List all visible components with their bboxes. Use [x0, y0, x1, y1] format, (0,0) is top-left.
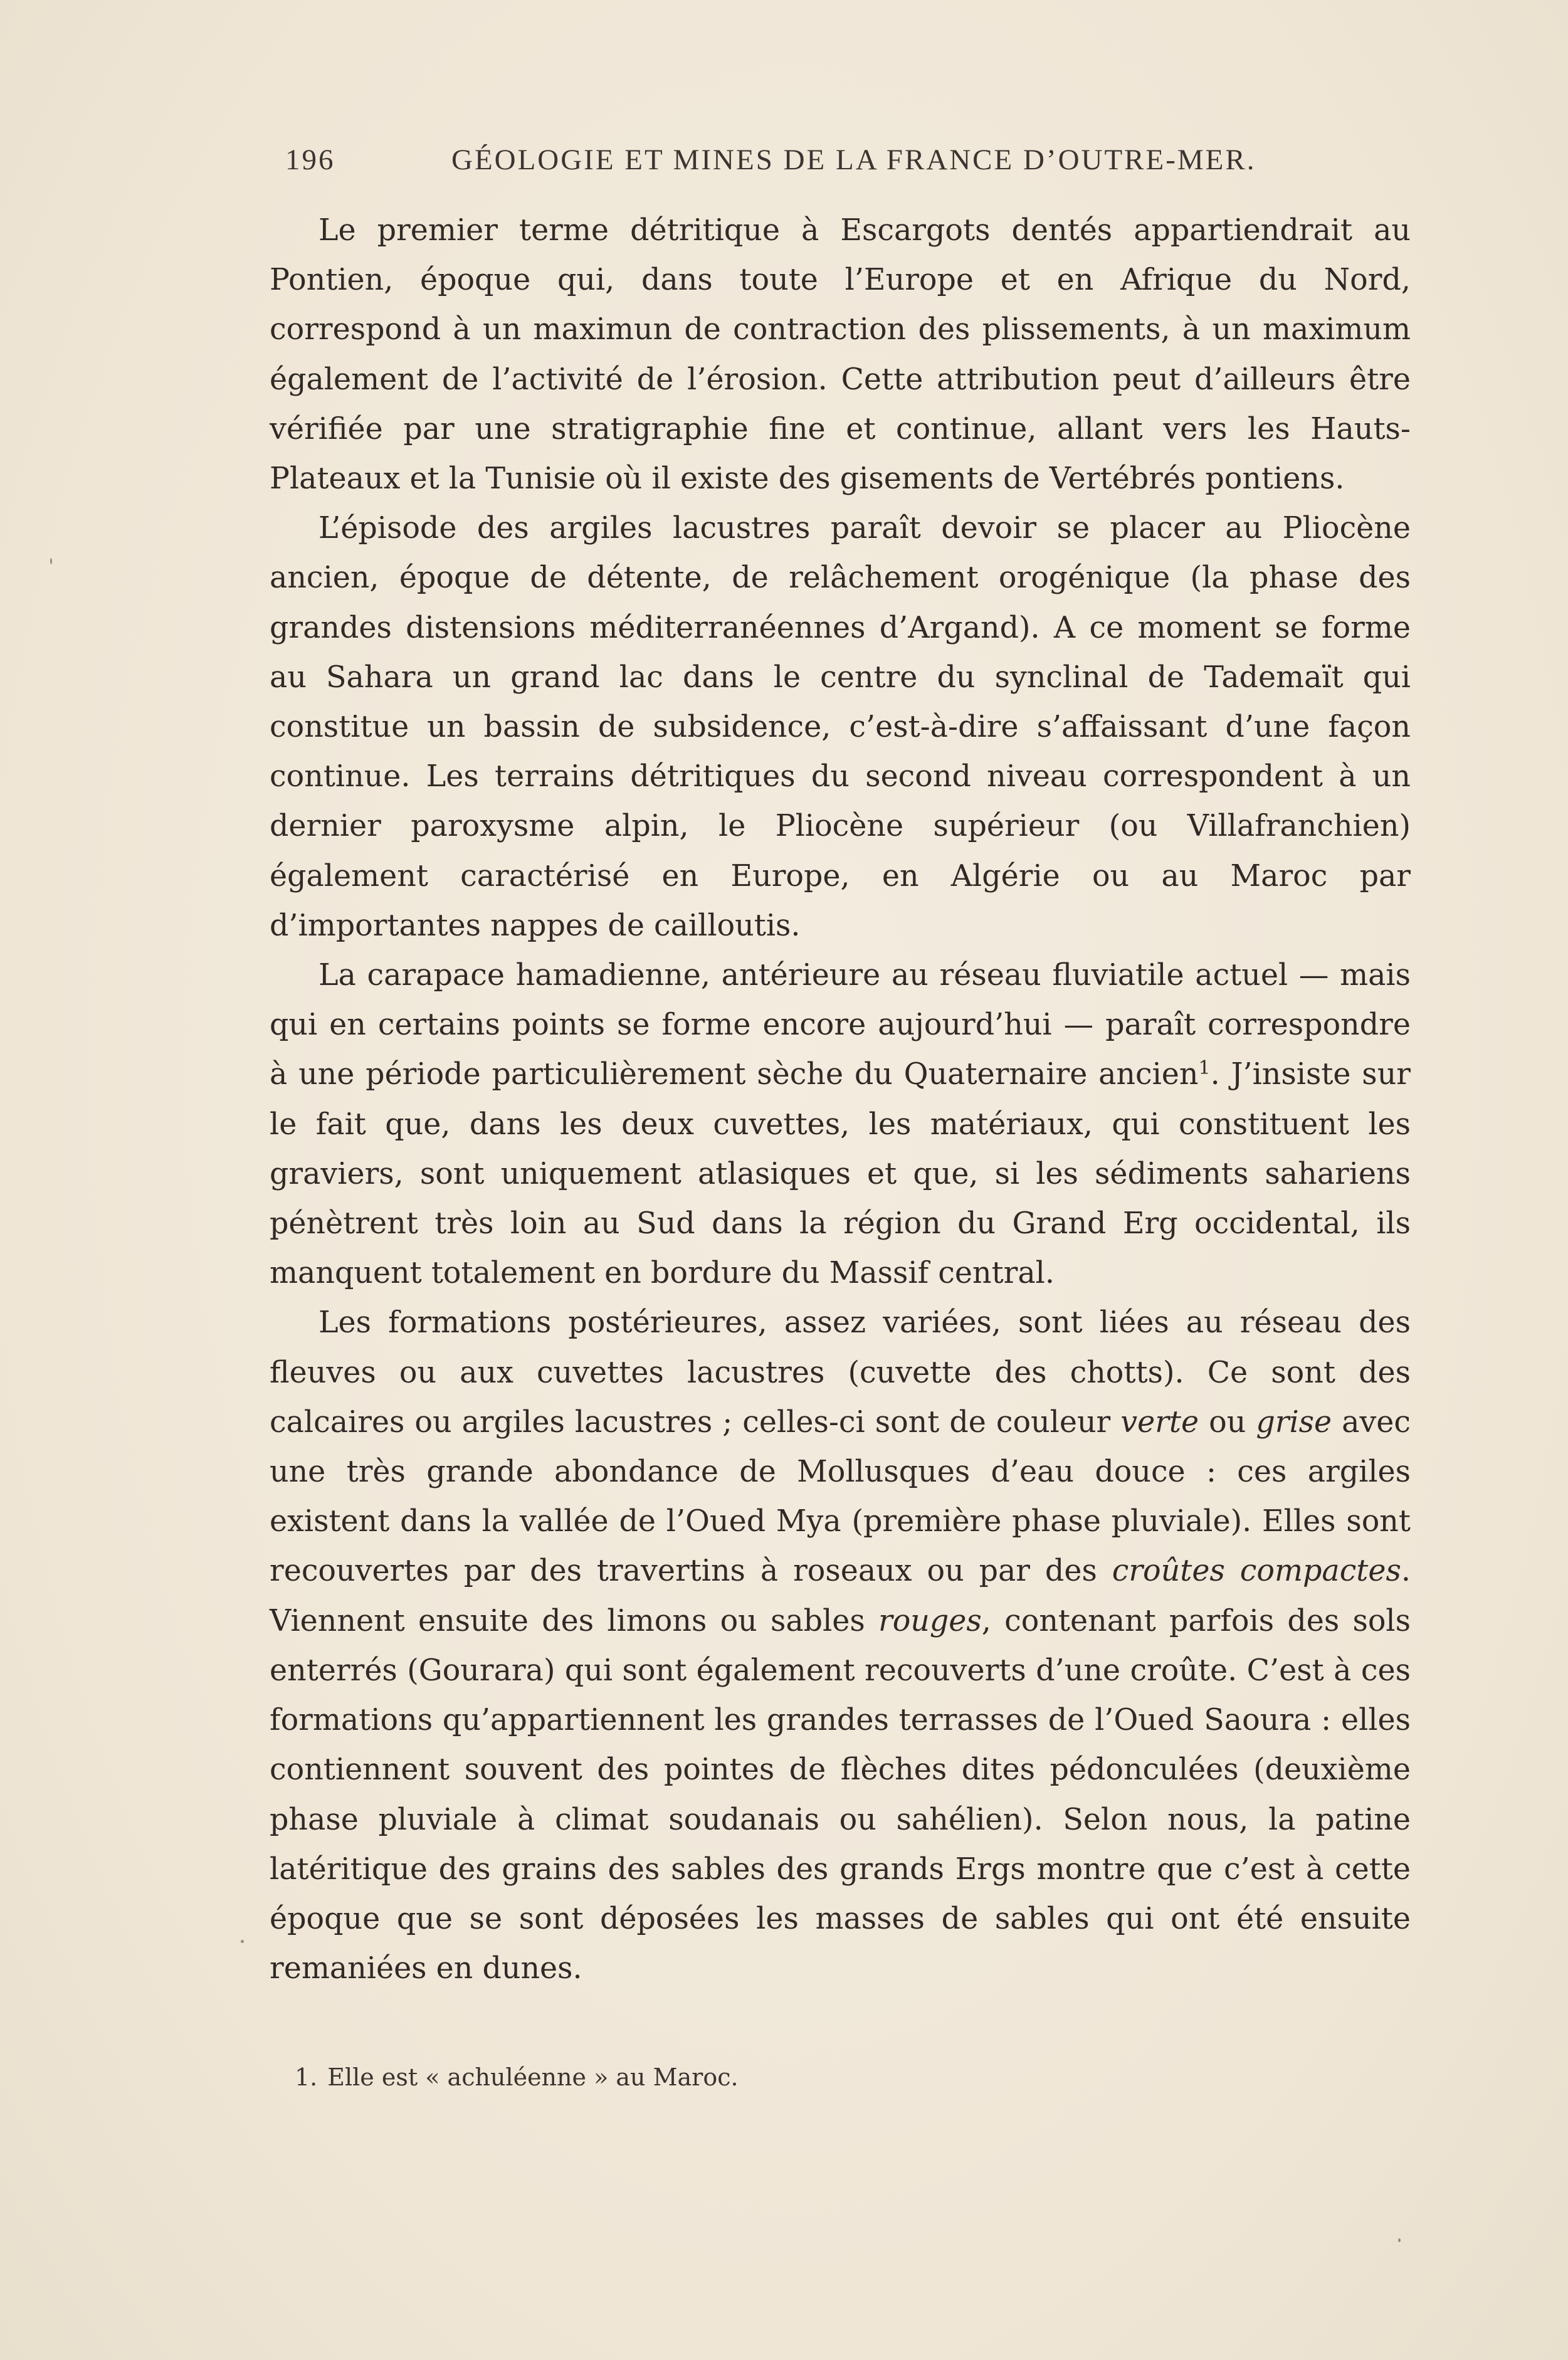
- footnote-number: 1.: [295, 2063, 318, 2091]
- paragraph-pontien: Le premier terme détritique à Escargots dentés appartiendrait au Pontien, époque qui, dans toute l’Europe et en Afrique du Nord, correspond à un maximun de contraction des plissements, à un maximum également de l’activité de l’érosion. Cette attribution peut d’ailleurs être vérifiée par une stratigraphie fine et continue, allant vers les Hauts-Plateaux et la Tunisie où il existe des gisements de Vertébrés pontiens.: [270, 213, 1411, 497]
- italic-term-verte: verte: [1120, 1404, 1199, 1440]
- paragraph-text-part: La carapace hamadienne, antérieure au réseau fluviatile actuel — mais qui en certains points se forme encore aujourd’hui — paraît correspondre à une période particulièrement sèche du Quaternaire ancien: [270, 958, 1411, 1092]
- running-head: [285, 143, 1263, 181]
- paragraph-text-part: . J’insiste sur le fait que, dans les deux cuvettes, les matériaux, qui constituent les graviers, sont uniquement atlasiques et que, si les sédiments sahariens pénètrent très loin au Sud dans la région du Grand Erg occidental, ils manquent totalement en bordure du Massif central.: [270, 1057, 1411, 1291]
- italic-term-grise: grise: [1256, 1404, 1332, 1440]
- paragraph-text-part: Les formations postérieures, assez variées, sont liées au réseau des fleuves ou aux cuvettes lacustres (cuvette des chotts). Ce sont des calcaires ou argiles lacustres ; celles-ci sont de couleur: [270, 1305, 1411, 1440]
- paragraph-text-part: , contenant parfois des sols enterrés (Gourara) qui sont également recouverts d’une croûte. C’est à ces formations qu’appartiennent les grandes terrasses de l’Oued Saoura : elles contiennent souvent des pointes de flèches dites pédonculées (deuxième phase pluviale à climat soudanais ou sahélien). Selon nous, la patine latéritique des grains des sables des grands Ergs montre que c’est à cette époque que se sont déposées les masses de sables qui ont été ensuite remaniées en dunes.: [270, 1603, 1411, 1986]
- footnote-reference[interactable]: 1: [1198, 1057, 1211, 1080]
- footnote-text: Elle est « achuléenne » au Maroc.: [327, 2063, 739, 2091]
- paragraph-pliocene: L’épisode des argiles lacustres paraît devoir se placer au Pliocène ancien, époque de détente, de relâchement orogénique (la phase des grandes distensions méditerranéennes d’Argand). A ce moment se forme au Sahara un grand lac dans le centre du synclinal de Tademaït qui constitue un bassin de subsidence, c’est-à-dire s’affaissant d’une façon continue. Les terrains détritiques du second niveau correspondent à un dernier paroxysme alpin, le Pliocène supérieur (ou Villafranchien) également caractérisé en Europe, en Algérie ou au Maroc par d’importantes nappes de cailloutis.: [270, 511, 1411, 943]
- body-text: [270, 206, 1411, 1993]
- paragraph-formations-posterieures: [270, 1298, 1411, 1993]
- paper-speck: [241, 1940, 244, 1943]
- italic-term-croutes-compactes: croûtes compactes: [1112, 1554, 1401, 1589]
- italic-term-rouges: rouges: [878, 1603, 982, 1638]
- running-title: GÉOLOGIE ET MINES DE LA FRANCE D’OUTRE-MER.: [451, 144, 1256, 176]
- footnote: [295, 2060, 1398, 2094]
- paragraph-carapace-hamadienne: [270, 951, 1411, 1298]
- paper-speck: [50, 558, 52, 564]
- page-number: 196: [285, 144, 335, 176]
- paper-speck: [1398, 2238, 1401, 2242]
- paragraph-text-part: . Viennent ensuite des limons ou sables: [270, 1554, 1411, 1638]
- paragraph-text-part: avec une très grande abondance de Mollusques d’eau douce : ces argiles existent dans la vallée de l’Oued Mya (première phase pluviale). Elles sont recouvertes par des travertins à roseaux ou par des: [270, 1404, 1411, 1589]
- paragraph-text-part: ou: [1199, 1404, 1256, 1440]
